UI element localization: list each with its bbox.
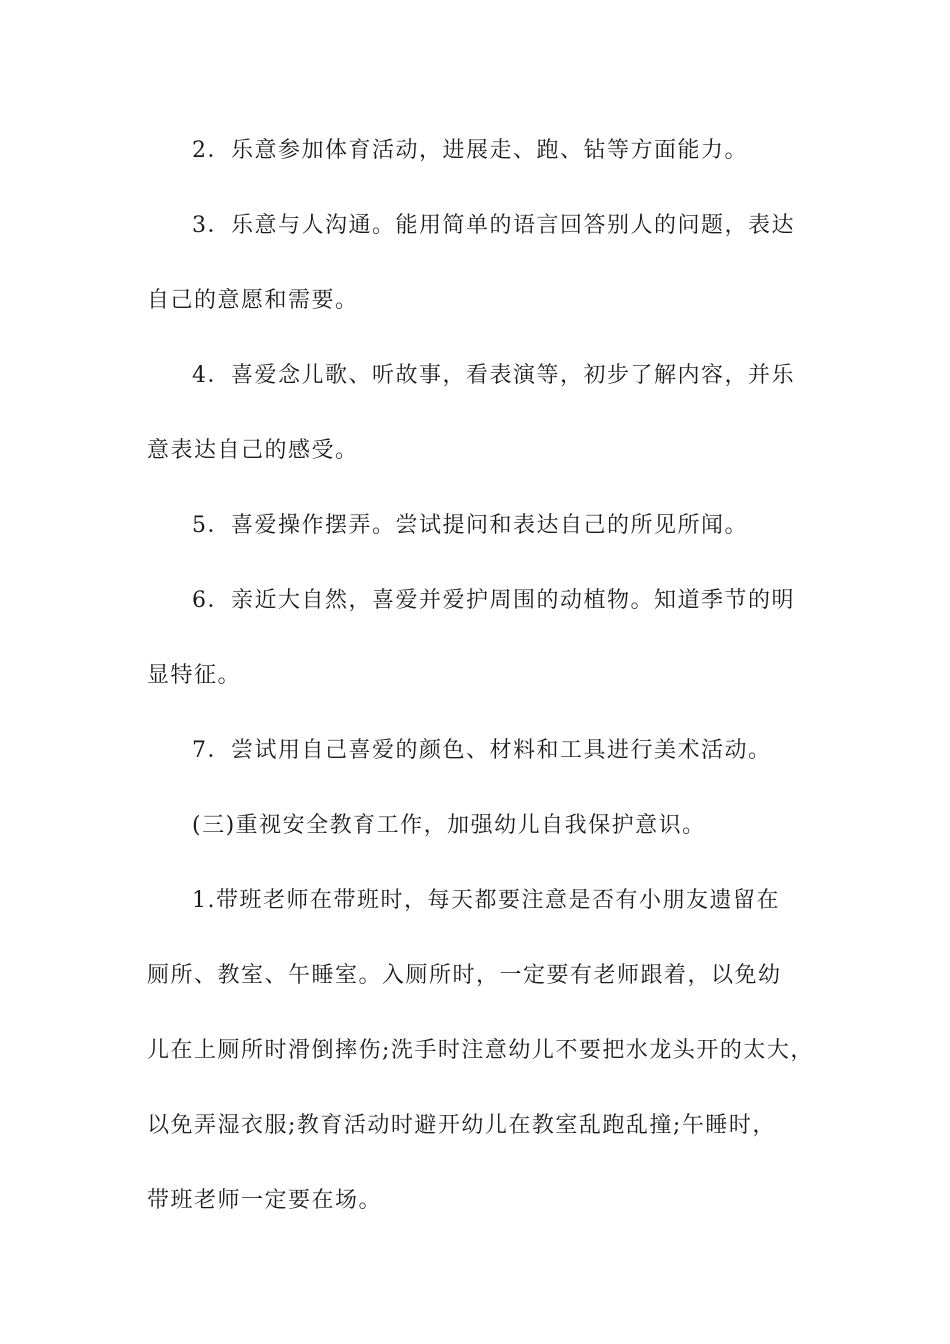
paragraph-line: 7．尝试用自己喜爱的颜色、材料和工具进行美术活动。 (192, 738, 772, 763)
paragraph-line: 以免弄湿衣服;教育活动时避开幼儿在教室乱跑乱撞;午睡时， (147, 1113, 776, 1138)
paragraph-line: 6．亲近大自然，喜爱并爱护周围的动植物。知道季节的明 (192, 588, 795, 613)
paragraph-line: 3．乐意与人沟通。能用简单的语言回答别人的问题，表达 (192, 213, 795, 238)
paragraph-line: 带班老师一定要在场。 (147, 1188, 383, 1213)
paragraph-line: 5．喜爱操作摆弄。尝试提问和表达自己的所见所闻。 (192, 513, 748, 538)
paragraph-line: 显特征。 (147, 663, 242, 688)
paragraph-line: 1.带班老师在带班时，每天都要注意是否有小朋友遗留在 (192, 888, 780, 913)
paragraph-line: 儿在上厕所时滑倒摔伤;洗手时注意幼儿不要把水龙头开的太大， (147, 1038, 814, 1063)
paragraph-line: 厕所、教室、午睡室。入厕所时，一定要有老师跟着，以免幼 (147, 963, 782, 988)
paragraph-line: 自己的意愿和需要。 (147, 288, 359, 313)
paragraph-line: 意表达自己的感受。 (147, 438, 359, 463)
section-heading: (三)重视安全教育工作，加强幼儿自我保护意识。 (192, 813, 706, 838)
paragraph-line: 4．喜爱念儿歌、听故事，看表演等，初步了解内容，并乐 (192, 363, 795, 388)
paragraph-line: 2．乐意参加体育活动，进展走、跑、钻等方面能力。 (192, 138, 748, 163)
